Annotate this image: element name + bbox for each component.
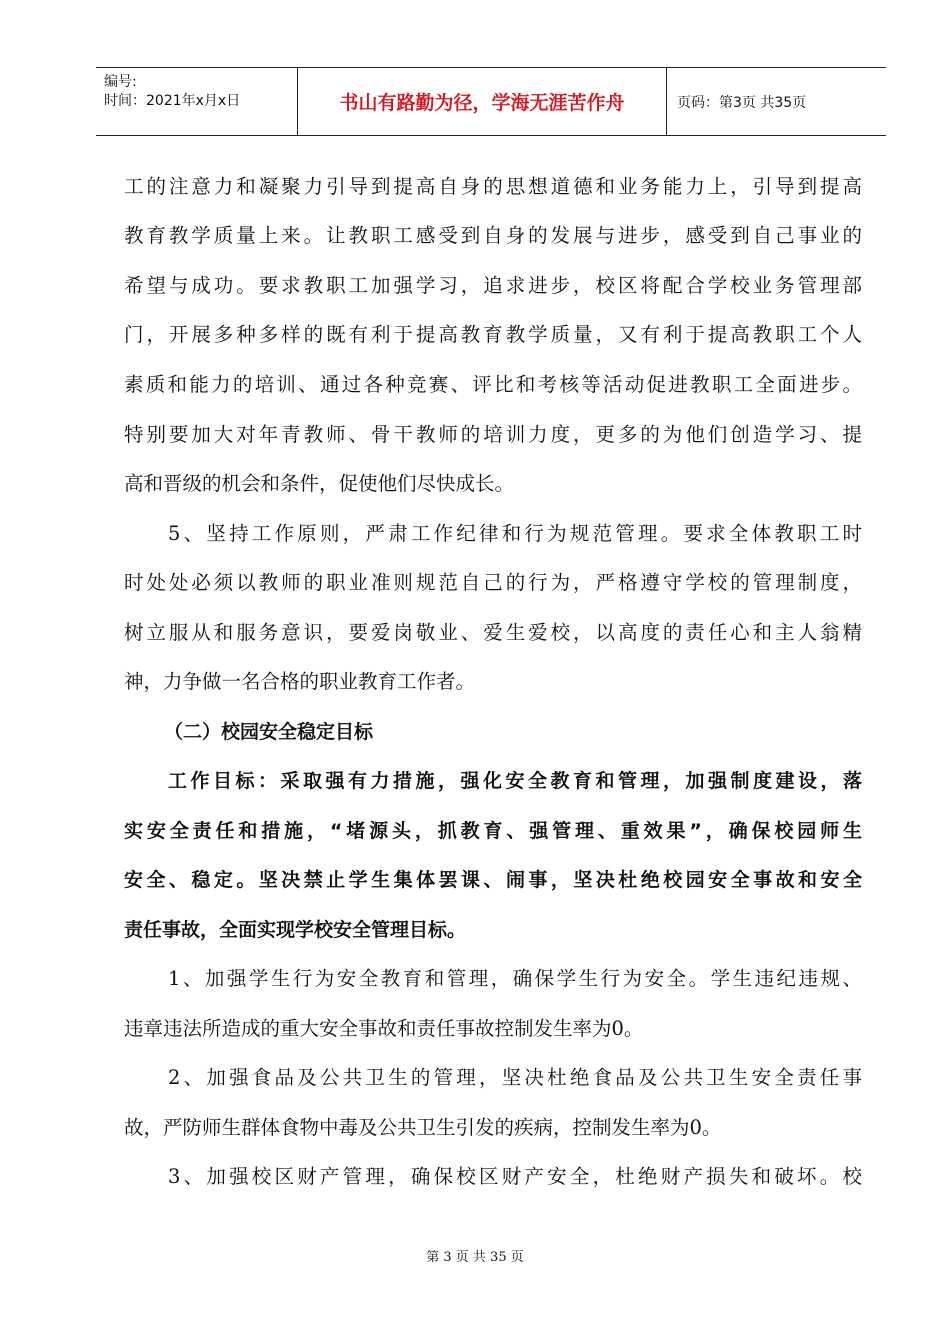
header-page-info: 页码：第3页 共35页 [677,94,807,111]
section-heading: （二）校园安全稳定目标 [164,721,374,743]
text-line: 5、坚持工作原则，严肃工作纪律和行为规范管理。要求全体教职工时 [168,522,862,545]
text-line: 树立服从和服务意识，要爱岗敬业、爱生爱校，以高度的责任心和主人翁精 [124,621,862,644]
text-line: 素质和能力的培训、通过各种竞赛、评比和考核等活动促进教职工全面进步。 [124,373,862,396]
time-label: 时间：2021年x月x日 [104,93,241,109]
text-line: 神，力争做一名合格的职业教育工作者。 [124,670,476,693]
text-line: 时处处必须以教师的职业准则规范自己的行为，严格遵守学校的管理制度， [124,571,862,594]
header-meta [104,73,240,111]
text-line: 门，开展多种多样的既有利于提高教育教学质量，又有利于提高教职工个人 [124,323,862,346]
text-line: 高和晋级的机会和条件，促使他们尽快成长。 [124,472,515,495]
doc-number-label: 编号: [104,74,137,90]
text-line: 特别要加大对年青教师、骨干教师的培训力度，更多的为他们创造学习、提 [124,423,862,446]
text-line: 故，严防师生群体食物中毒及公共卫生引发的疾病，控制发生率为0。 [124,1116,722,1139]
goal-line: 实安全责任和措施，“堵源头，抓教育、强管理、重效果”，确保校园师生 [124,820,862,842]
header-divider [666,68,667,135]
page-header [96,67,886,136]
text-line: 2、加强食品及公共卫生的管理，坚决杜绝食品及公共卫生安全责任事 [168,1066,862,1089]
text-line: 1、加强学生行为安全教育和管理，确保学生行为安全。学生违纪违规、 [168,967,862,990]
text-line: 希望与成功。要求教职工加强学习，追求进步，校区将配合学校业务管理部 [124,274,862,297]
page-footer: 第 3 页 共 35 页 [426,1250,524,1265]
text-line: 违章违法所造成的重大安全事故和责任事故控制发生率为0。 [124,1017,644,1040]
text-line: 教育教学质量上来。让教职工感受到自身的发展与进步，感受到自己事业的 [124,224,862,247]
text-line: 3、加强校区财产管理，确保校区财产安全，杜绝财产损失和破坏。校 [168,1165,862,1188]
goal-line: 责任事故，全面实现学校安全管理目标。 [124,919,467,941]
header-motto: 书山有路勤为径，学海无涯苦作舟 [339,92,625,114]
goal-line: 安全、稳定。坚决禁止学生集体罢课、闹事，坚决杜绝校园安全事故和安全 [124,869,862,891]
text-line: 工的注意力和凝聚力引导到提高自身的思想道德和业务能力上，引导到提高 [124,175,862,198]
goal-line: 工作目标：采取强有力措施，强化安全教育和管理，加强制度建设，落 [168,770,862,792]
